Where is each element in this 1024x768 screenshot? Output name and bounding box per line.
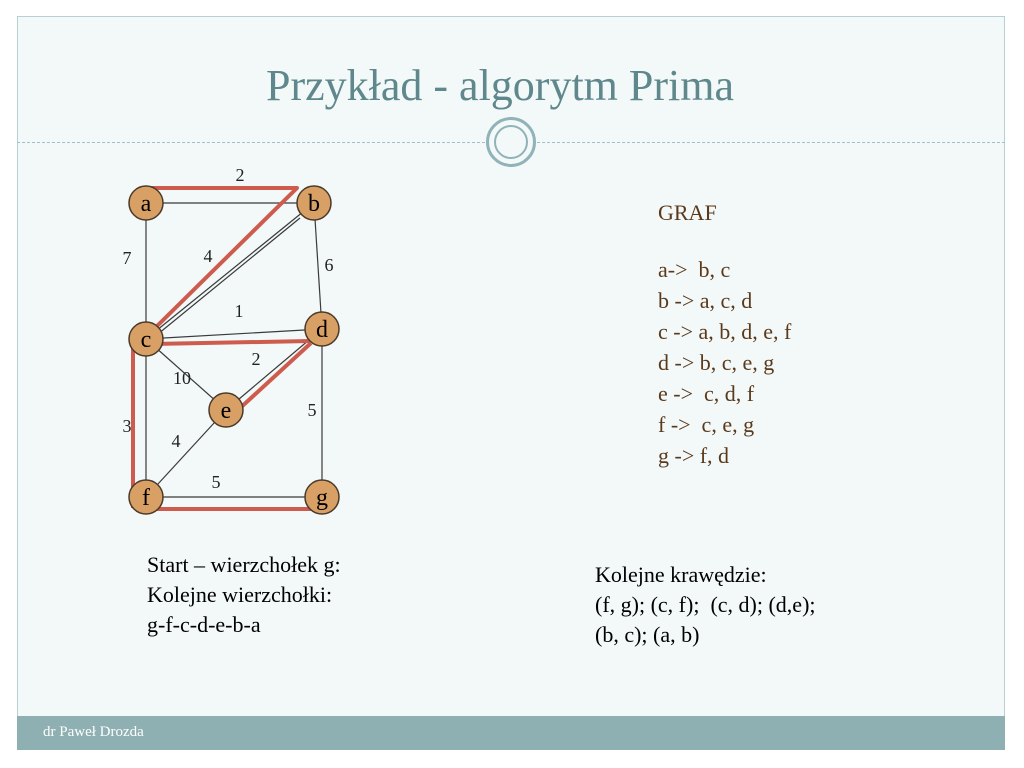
edges-line-3: (b, c); (a, b) (595, 622, 700, 647)
edge-weight-f-g: 5 (211, 472, 221, 492)
node-label-c: c (140, 327, 152, 353)
tree-edge-c-d (152, 341, 310, 344)
start-line-2: Kolejne wierzchołki: (147, 582, 333, 607)
node-label-a: a (140, 191, 152, 217)
adjacency-line-6: f -> c, e, g (658, 412, 755, 437)
edge-weight-b-c: 4 (203, 246, 213, 266)
start-line-3: g-f-c-d-e-b-a (147, 612, 261, 637)
start-line-1: Start – wierzchołek g: (147, 552, 341, 577)
edges-line-2: (f, g); (c, f); (c, d); (d,e); (595, 592, 816, 617)
edge-c-d (146, 329, 322, 339)
node-label-f: f (142, 485, 150, 511)
edge-weight-b-d: 6 (324, 255, 334, 275)
tree-edge-a-b (146, 188, 297, 330)
edge-weight-a-b: 2 (235, 165, 245, 185)
edge-b-c (146, 203, 314, 339)
node-label-e: e (220, 398, 232, 424)
edge-weight-c-e: 10 (173, 368, 191, 388)
edges-line-1: Kolejne krawędzie: (595, 562, 767, 587)
edge-weight-d-g: 5 (307, 400, 317, 420)
edge-weight-e-f: 4 (171, 431, 181, 451)
adjacency-list (658, 254, 791, 471)
adjacency-line-3: c -> a, b, d, e, f (658, 319, 792, 344)
edge-weight-c-d: 1 (234, 301, 244, 321)
edge-b-c-inner (158, 218, 300, 334)
start-vertex-description (147, 550, 341, 640)
tree-edge-d-e (238, 343, 311, 410)
edge-b-d (314, 203, 322, 329)
adjacency-line-5: e -> c, d, f (658, 381, 755, 406)
adjacency-line-7: g -> f, d (658, 443, 730, 468)
adjacency-line-1: a-> b, c (658, 257, 731, 282)
slide-title: Przykład - algorytm Prima (265, 61, 734, 110)
edge-weight-d-e: 2 (251, 349, 261, 369)
footer-author: dr Paweł Drozda (43, 724, 144, 740)
node-label-b: b (308, 191, 320, 217)
edges-order-description (595, 560, 816, 650)
edge-weight-a-c: 7 (122, 248, 132, 268)
edge-weight-c-f: 3 (122, 416, 132, 436)
node-label-d: d (316, 317, 328, 343)
footer-bar (17, 716, 1005, 750)
graf-heading: GRAF (658, 200, 717, 225)
node-label-g: g (316, 485, 328, 511)
adjacency-line-2: b -> a, c, d (658, 288, 753, 313)
adjacency-line-4: d -> b, c, e, g (658, 350, 775, 375)
